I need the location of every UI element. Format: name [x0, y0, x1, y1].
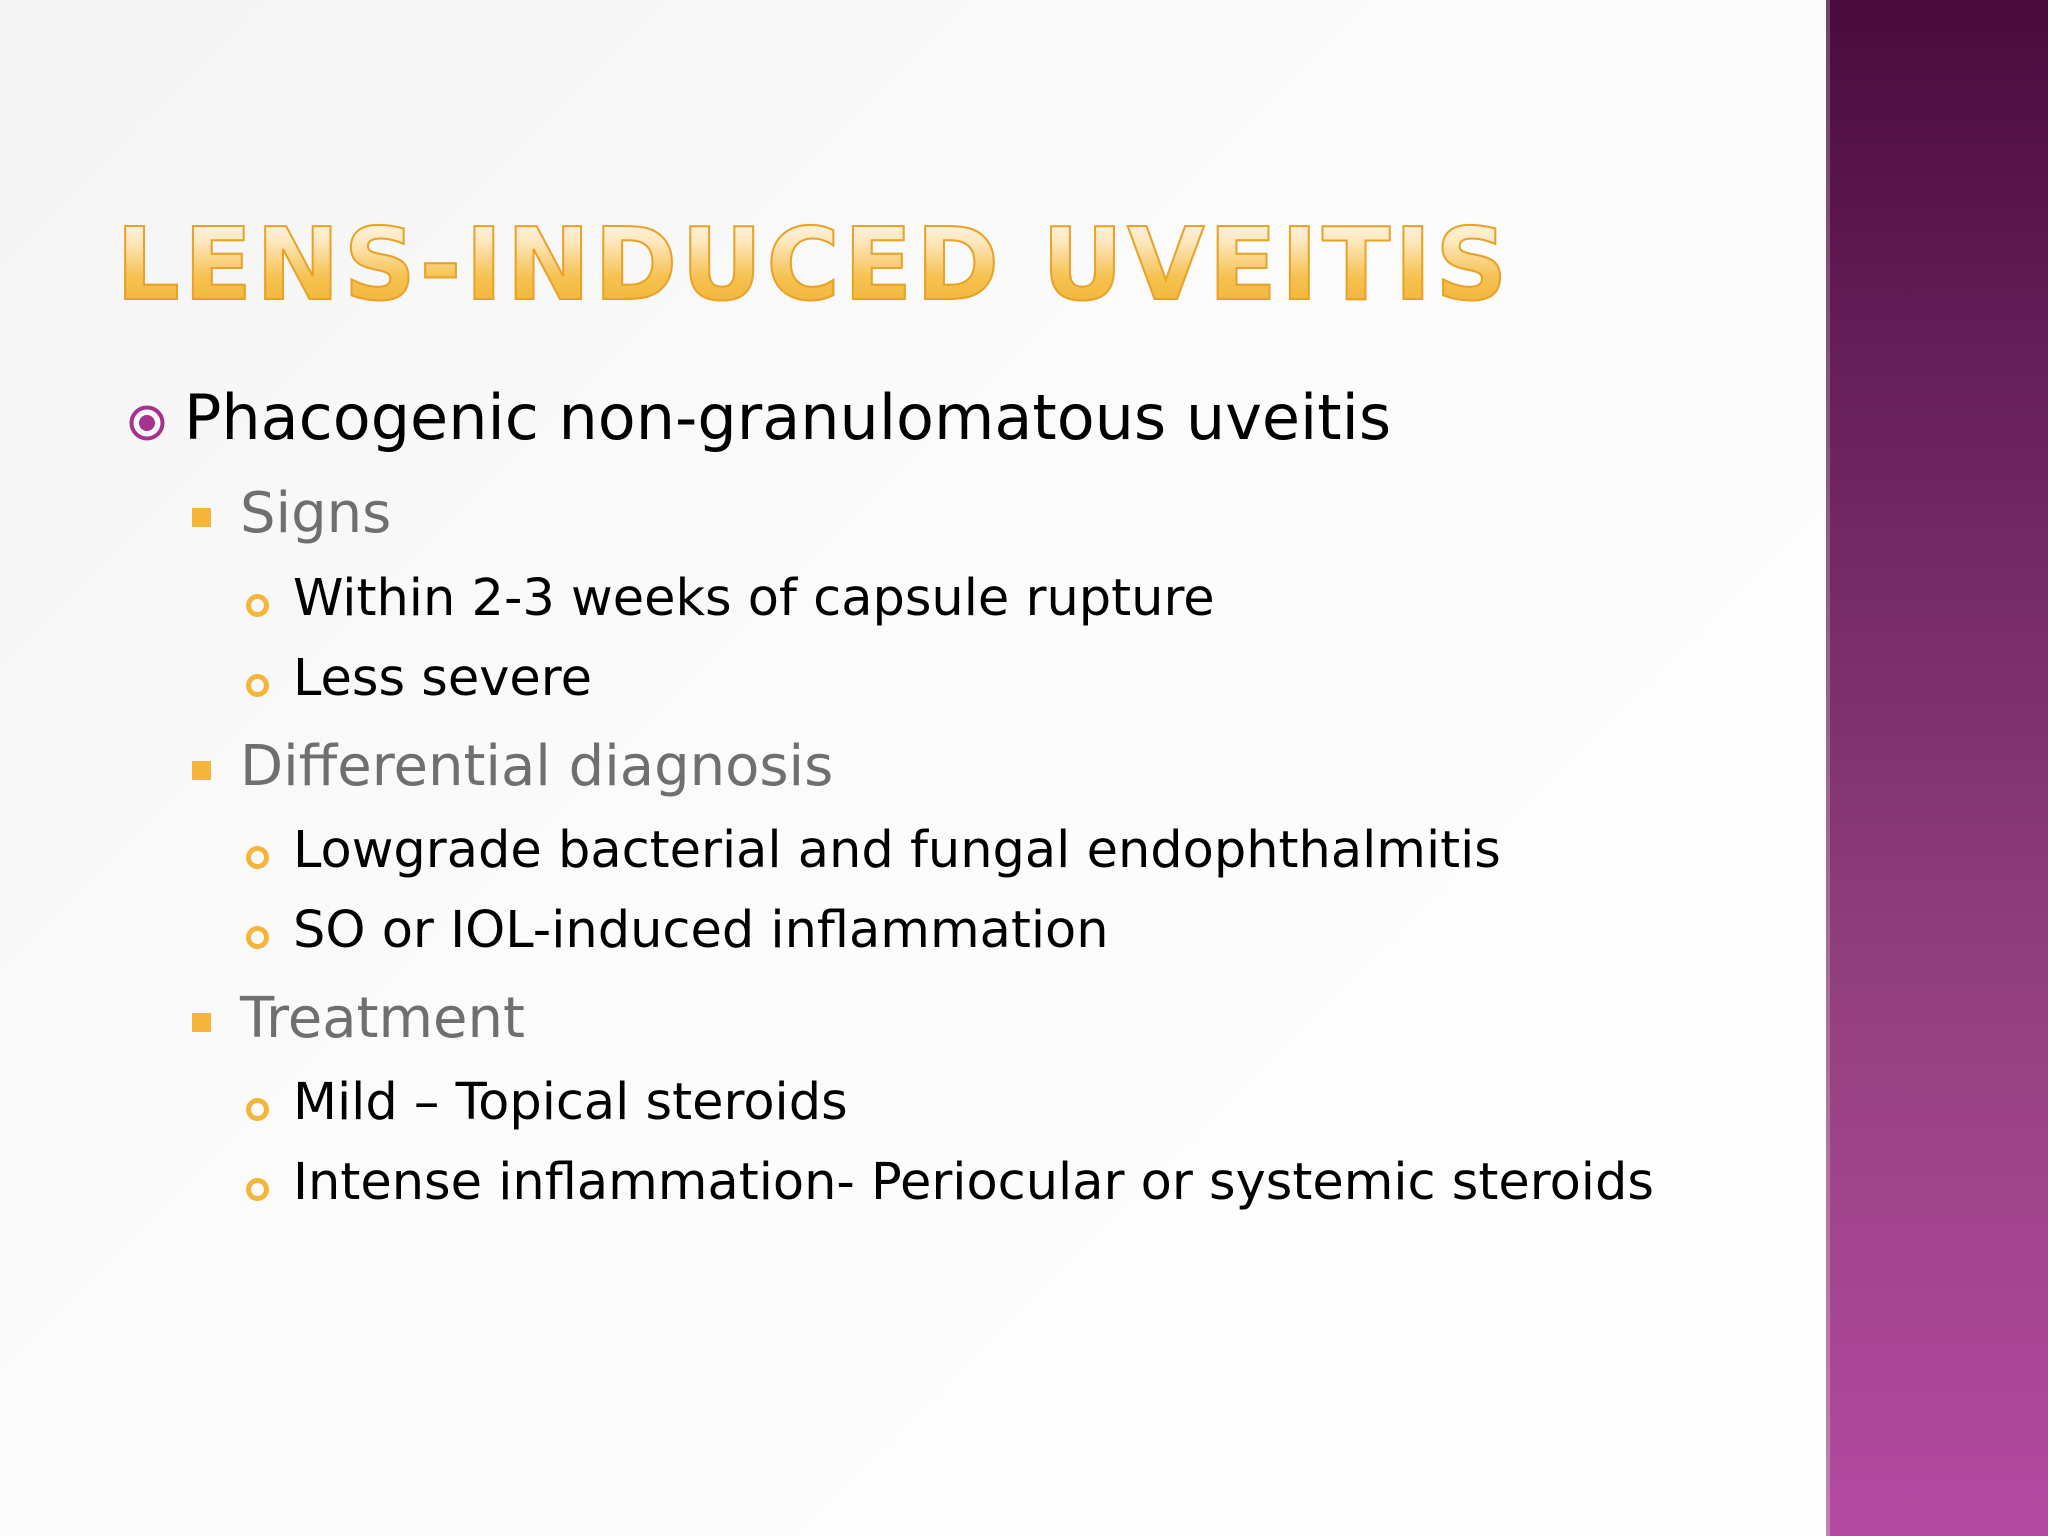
main-bullet-heading: Phacogenic non-granulomatous uveitis [184, 381, 1392, 454]
list-item: Within 2-3 weeks of capsule rupture [293, 569, 1215, 628]
circle-bullet-icon [246, 846, 269, 869]
list-item: Lowgrade bacterial and fungal endophthalmitis [293, 821, 1501, 880]
target-bullet-icon [128, 404, 166, 442]
list-item: Intense inflammation- Periocular or systemic steroids [293, 1153, 1654, 1212]
square-bullet-icon [192, 1013, 211, 1032]
slide-title: LENS-INDUCED UVEITIS [116, 206, 1512, 323]
circle-bullet-icon [246, 926, 269, 949]
section-label-treatment: Treatment [240, 986, 525, 1051]
purple-side-bar [1826, 0, 2048, 1536]
list-item: Mild – Topical steroids [293, 1073, 848, 1132]
section-label-signs: Signs [240, 481, 392, 546]
square-bullet-icon [192, 761, 211, 780]
side-bar-edge [1826, 0, 1830, 1536]
circle-bullet-icon [246, 1178, 269, 1201]
section-label-differential-diagnosis: Differential diagnosis [240, 734, 834, 799]
circle-bullet-icon [246, 594, 269, 617]
square-bullet-icon [192, 508, 211, 527]
circle-bullet-icon [246, 1098, 269, 1121]
list-item: SO or IOL-induced inflammation [293, 901, 1109, 960]
list-item: Less severe [293, 649, 592, 708]
circle-bullet-icon [246, 674, 269, 697]
